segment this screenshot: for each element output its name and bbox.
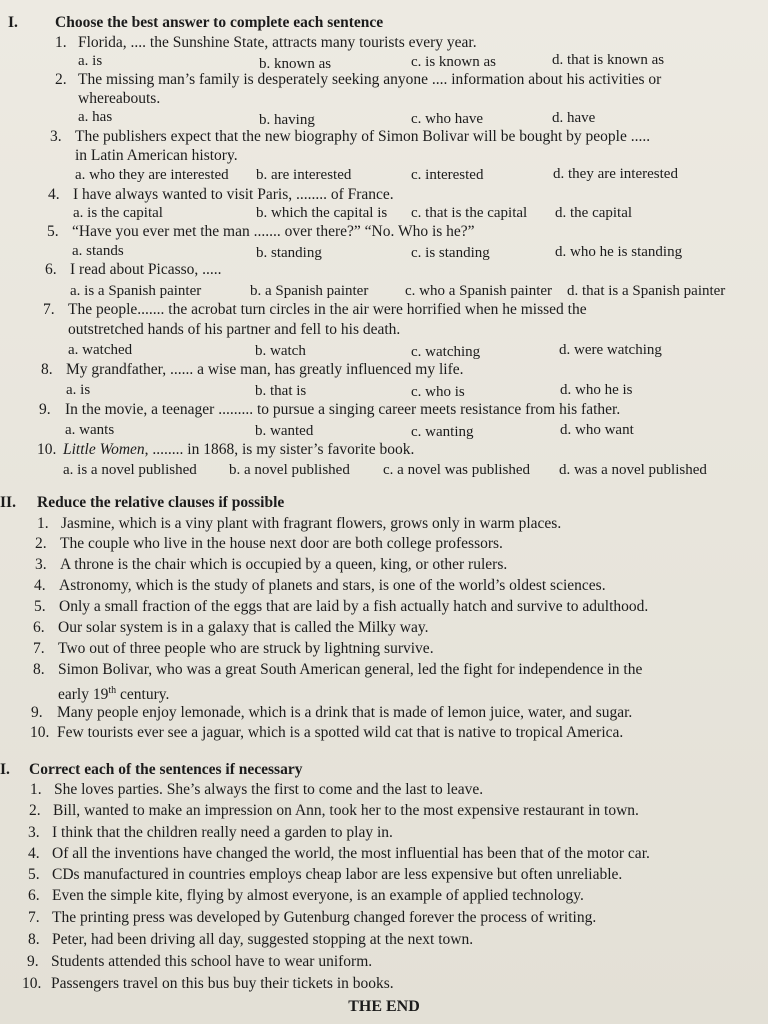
section-1-title: Choose the best answer to complete each sentence [55,14,384,31]
option-c: c. a novel was published [383,462,531,478]
question-text: My grandfather, ...... a wise man, has greatly influenced my life. [66,361,464,378]
option-a: a. stands [72,243,124,259]
item-text: CDs manufactured in countries employs cheap labor are less expensive but often unreliable. [52,866,623,883]
question-text: In the movie, a teenager ......... to pursue a singing career meets resistance from his father. [65,401,621,418]
option-a: a. watched [68,342,133,358]
option-a: a. who they are interested [75,167,229,183]
option-c: c. watching [411,344,481,360]
question-number: 4. [48,186,60,203]
the-end-label: THE END [348,998,420,1015]
option-d: d. were watching [559,342,662,358]
option-b: b. known as [259,56,332,72]
item-number: 9. [27,953,39,970]
option-d: d. that is known as [552,52,665,68]
option-c: c. wanting [411,424,474,440]
item-number: 5. [28,866,40,883]
option-b: b. wanted [255,423,314,439]
question-number: 10. [37,441,57,458]
item-number: 10. [30,724,50,741]
question-text: Florida, .... the Sunshine State, attracts many tourists every year. [78,34,477,51]
question-number: 6. [45,261,57,278]
question-number: 8. [41,361,53,378]
item-text: Few tourists ever see a jaguar, which is a spotted wild cat that is native to tropical America. [57,724,624,741]
item-text-part: early 19 [58,686,109,704]
option-a: a. is a novel published [63,462,197,478]
section-1-number: I. [8,14,18,31]
item-number: 6. [28,887,40,904]
item-text: Two out of three people who are struck by lightning survive. [58,640,434,657]
option-b: b. having [259,112,315,128]
question-text: I have always wanted to visit Paris, ........ of France. [73,186,394,203]
option-c: c. who is [411,384,465,400]
item-number: 2. [35,535,47,552]
option-c: c. that is the capital [411,205,528,221]
question-number: 3. [50,128,62,145]
question-text: The missing man’s family is desperately seeking anyone .... information about his activities or [78,71,662,88]
item-text: The printing press was developed by Gutenburg changed forever the process of writing. [52,909,597,926]
section-3-number: I. [0,761,10,778]
question-text: in Latin American history. [75,147,238,164]
item-text: Peter, had been driving all day, suggested stopping at the next town. [52,931,474,948]
option-c: c. who a Spanish painter [405,283,553,299]
item-number: 8. [33,661,45,678]
question-number: 1. [55,34,67,51]
option-b: b. that is [255,383,307,399]
option-a: a. is [78,53,103,69]
option-d: d. who want [560,422,634,438]
option-a: a. has [78,109,113,125]
option-c: c. interested [411,167,484,183]
item-text-part: century. [116,686,170,704]
question-number: 5. [47,223,59,240]
item-number: 7. [28,909,40,926]
item-number: 1. [30,781,42,798]
option-d: d. that is a Spanish painter [567,283,726,299]
item-number: 4. [34,577,46,594]
question-text-rest: , ........ in 1868, is my sister’s favorite book. [144,441,415,458]
item-text-continued [58,682,169,704]
question-text: The publishers expect that the new biography of Simon Bolivar will be bought by people ..... [75,128,651,145]
item-text: Passengers travel on this bus buy their tickets in books. [51,975,394,992]
option-d: d. the capital [555,205,633,221]
superscript: th [108,685,117,696]
option-b: b. are interested [256,167,352,183]
option-c: c. is standing [411,245,490,261]
item-number: 6. [33,619,45,636]
item-text: Many people enjoy lemonade, which is a drink that is made of lemon juice, water, and sugar. [57,704,633,721]
question-number: 7. [43,301,55,318]
item-number: 5. [34,598,46,615]
item-number: 3. [35,556,47,573]
option-b: b. watch [255,343,306,359]
item-text: Astronomy, which is the study of planets and stars, is one of the world’s oldest sciences. [59,577,606,594]
question-text [63,441,414,459]
option-a: a. is the capital [73,205,163,221]
question-text: “Have you ever met the man ....... over there?” “No. Who is he?” [72,223,475,240]
item-text: Simon Bolivar, who was a great South American general, led the fight for independence in the [58,661,643,678]
option-a: a. wants [65,422,115,438]
item-text: Of all the inventions have changed the world, the most influential has been that of the motor car. [52,845,650,862]
question-text: The people....... the acrobat turn circles in the air were horrified when he missed the [68,301,587,318]
item-number: 10. [22,975,42,992]
item-text: I think that the children really need a garden to play in. [52,824,393,841]
item-text: Jasmine, which is a viny plant with fragrant flowers, grows only in warm places. [61,515,562,532]
section-2-title: Reduce the relative clauses if possible [37,494,285,511]
book-title: Little Women [63,441,145,458]
option-b: b. which the capital is [256,205,388,221]
question-number: 2. [55,71,67,88]
item-number: 9. [31,704,43,721]
item-number: 3. [28,824,40,841]
item-text: Even the simple kite, flying by almost everyone, is an example of applied technology. [52,887,584,904]
option-b: b. a Spanish painter [250,283,369,299]
item-text: The couple who live in the house next door are both college professors. [60,535,503,552]
option-d: d. was a novel published [559,462,707,478]
option-b: b. standing [256,245,322,261]
item-number: 2. [29,802,41,819]
question-text: whereabouts. [78,90,161,107]
option-a: a. is a Spanish painter [70,283,202,299]
section-3-title: Correct each of the sentences if necessary [29,761,303,778]
question-text: outstretched hands of his partner and fell to his death. [68,321,401,338]
item-text: Our solar system is in a galaxy that is called the Milky way. [58,619,429,636]
item-text: She loves parties. She’s always the first to come and the last to leave. [54,781,484,798]
item-text: Bill, wanted to make an impression on Ann, took her to the most expensive restaurant in town. [53,802,639,819]
option-c: c. is known as [411,54,496,70]
section-2-number: II. [0,494,16,511]
option-d: d. who he is standing [555,244,683,260]
item-text: Only a small fraction of the eggs that are laid by a fish actually hatch and survive to adulthood. [59,598,649,615]
option-a: a. is [66,382,91,398]
item-text: Students attended this school have to wear uniform. [51,953,373,970]
question-text: I read about Picasso, ..... [70,261,222,278]
item-number: 4. [28,845,40,862]
question-number: 9. [39,401,51,418]
option-c: c. who have [411,111,484,127]
item-number: 7. [33,640,45,657]
item-number: 1. [37,515,49,532]
item-number: 8. [28,931,40,948]
option-b: b. a novel published [229,462,350,478]
option-d: d. who he is [560,382,633,398]
item-text: A throne is the chair which is occupied by a queen, king, or other rulers. [60,556,508,573]
option-d: d. have [552,110,596,126]
option-d: d. they are interested [553,166,678,182]
